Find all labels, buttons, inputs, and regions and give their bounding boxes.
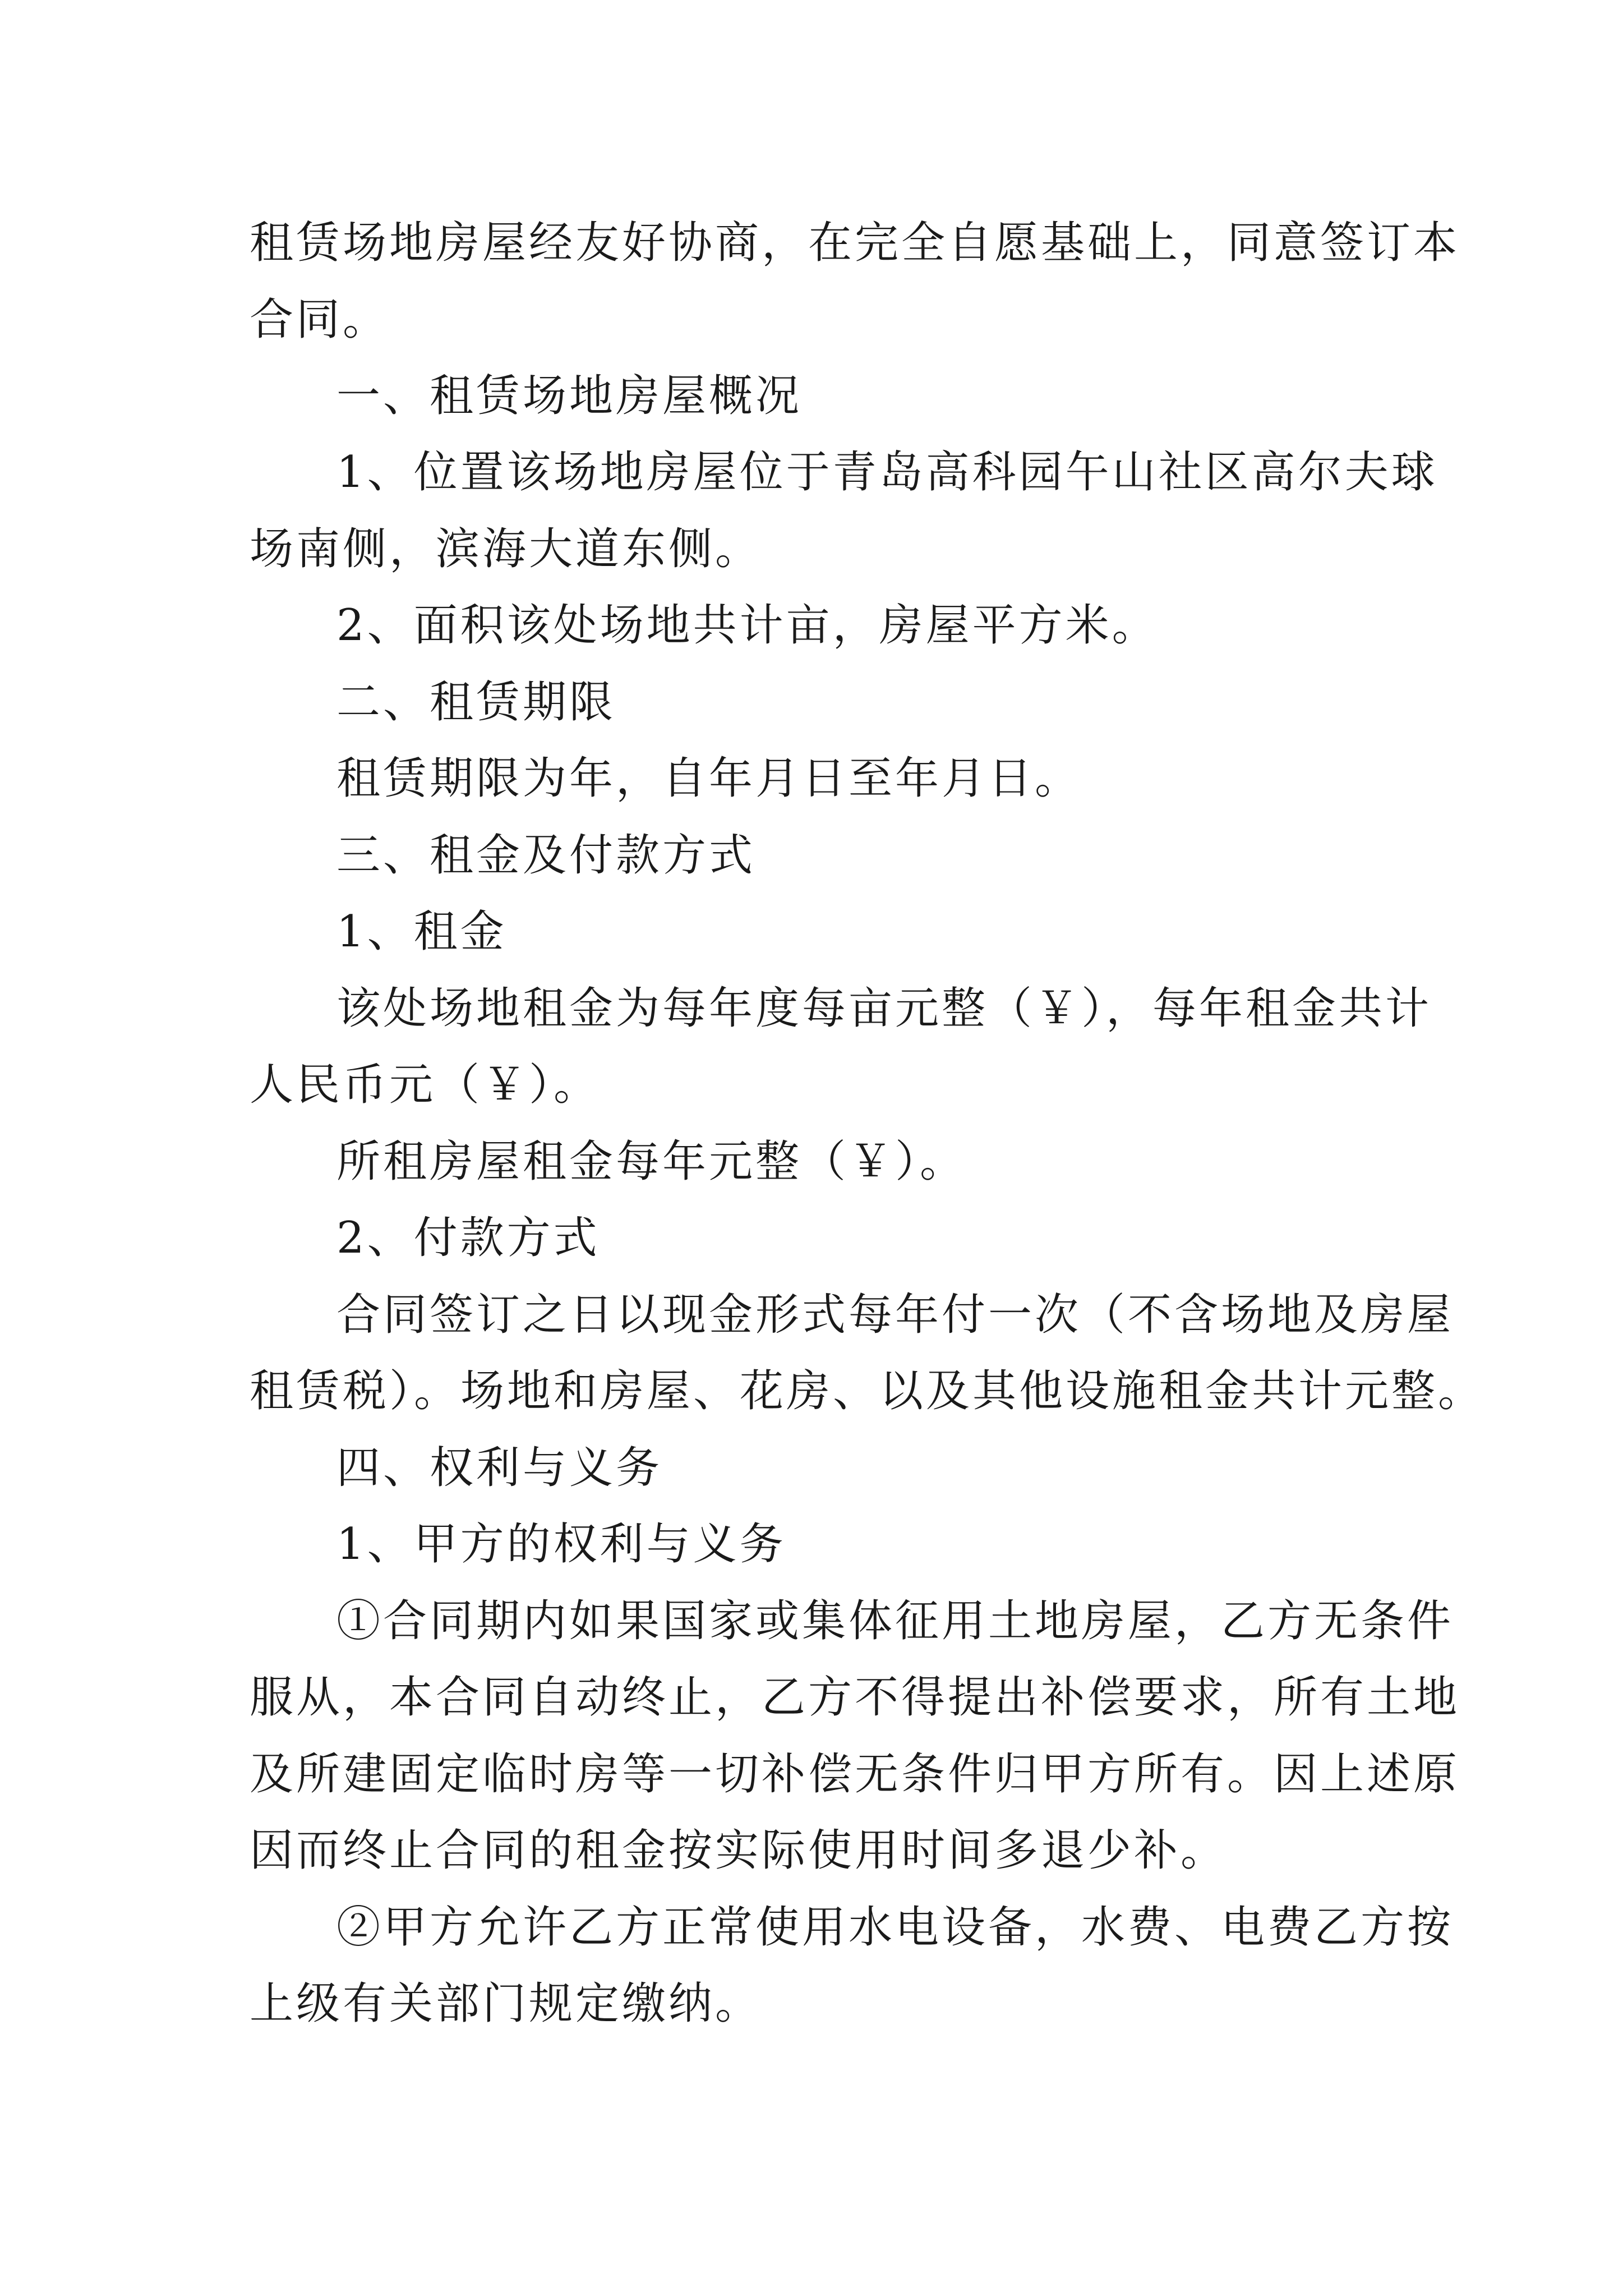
text-line: 1、位置该场地房屋位于青岛高科园午山社区高尔夫球 [336, 447, 1438, 498]
text-line: 2、面积该处场地共计亩，房屋平方米。 [336, 600, 1159, 651]
text-line: 人民币元（￥）。 [250, 1060, 601, 1110]
text-line: 租赁期限为年，自年月日至年月日。 [336, 753, 1082, 804]
text-line: 租赁税）。场地和房屋、花房、以及其他设施租金共计元整。 [250, 1366, 1485, 1416]
text-line: 该处场地租金为每年度每亩元整（￥），每年租金共计 [336, 983, 1432, 1034]
text-line: 合同签订之日以现金形式每年付一次（不含场地及房屋 [336, 1290, 1454, 1340]
text-line: 所租房屋租金每年元整（￥）。 [336, 1137, 967, 1187]
text-line: 合同。 [250, 295, 390, 345]
section-heading: 三、租金及付款方式 [336, 830, 756, 881]
section-heading: 二、租赁期限 [336, 677, 616, 728]
text-line: 及所建固定临时房等一切补偿无条件归甲方所有。因上述原 [250, 1749, 1460, 1800]
subsection-heading: 2、付款方式 [336, 1213, 600, 1263]
subsection-heading: 1、甲方的权利与义务 [336, 1519, 786, 1570]
text-line: 服从，本合同自动终止，乙方不得提出补偿要求，所有土地 [250, 1672, 1460, 1723]
subsection-heading: 1、租金 [336, 907, 507, 957]
text-line: 上级有关部门规定缴纳。 [250, 1978, 762, 2029]
text-line: ①合同期内如果国家或集体征用土地房屋，乙方无条件 [336, 1596, 1454, 1646]
text-line: 租赁场地房屋经友好协商，在完全自愿基础上，同意签订本 [250, 218, 1460, 268]
text-line: ②甲方允许乙方正常使用水电设备，水费、电费乙方按 [336, 1902, 1454, 1953]
text-line: 场南侧，滨海大道东侧。 [250, 524, 762, 574]
section-heading: 四、权利与义务 [336, 1443, 663, 1493]
text-line: 因而终止合同的租金按实际使用时间多退少补。 [250, 1825, 1228, 1876]
section-heading: 一、租赁场地房屋概况 [336, 371, 803, 421]
